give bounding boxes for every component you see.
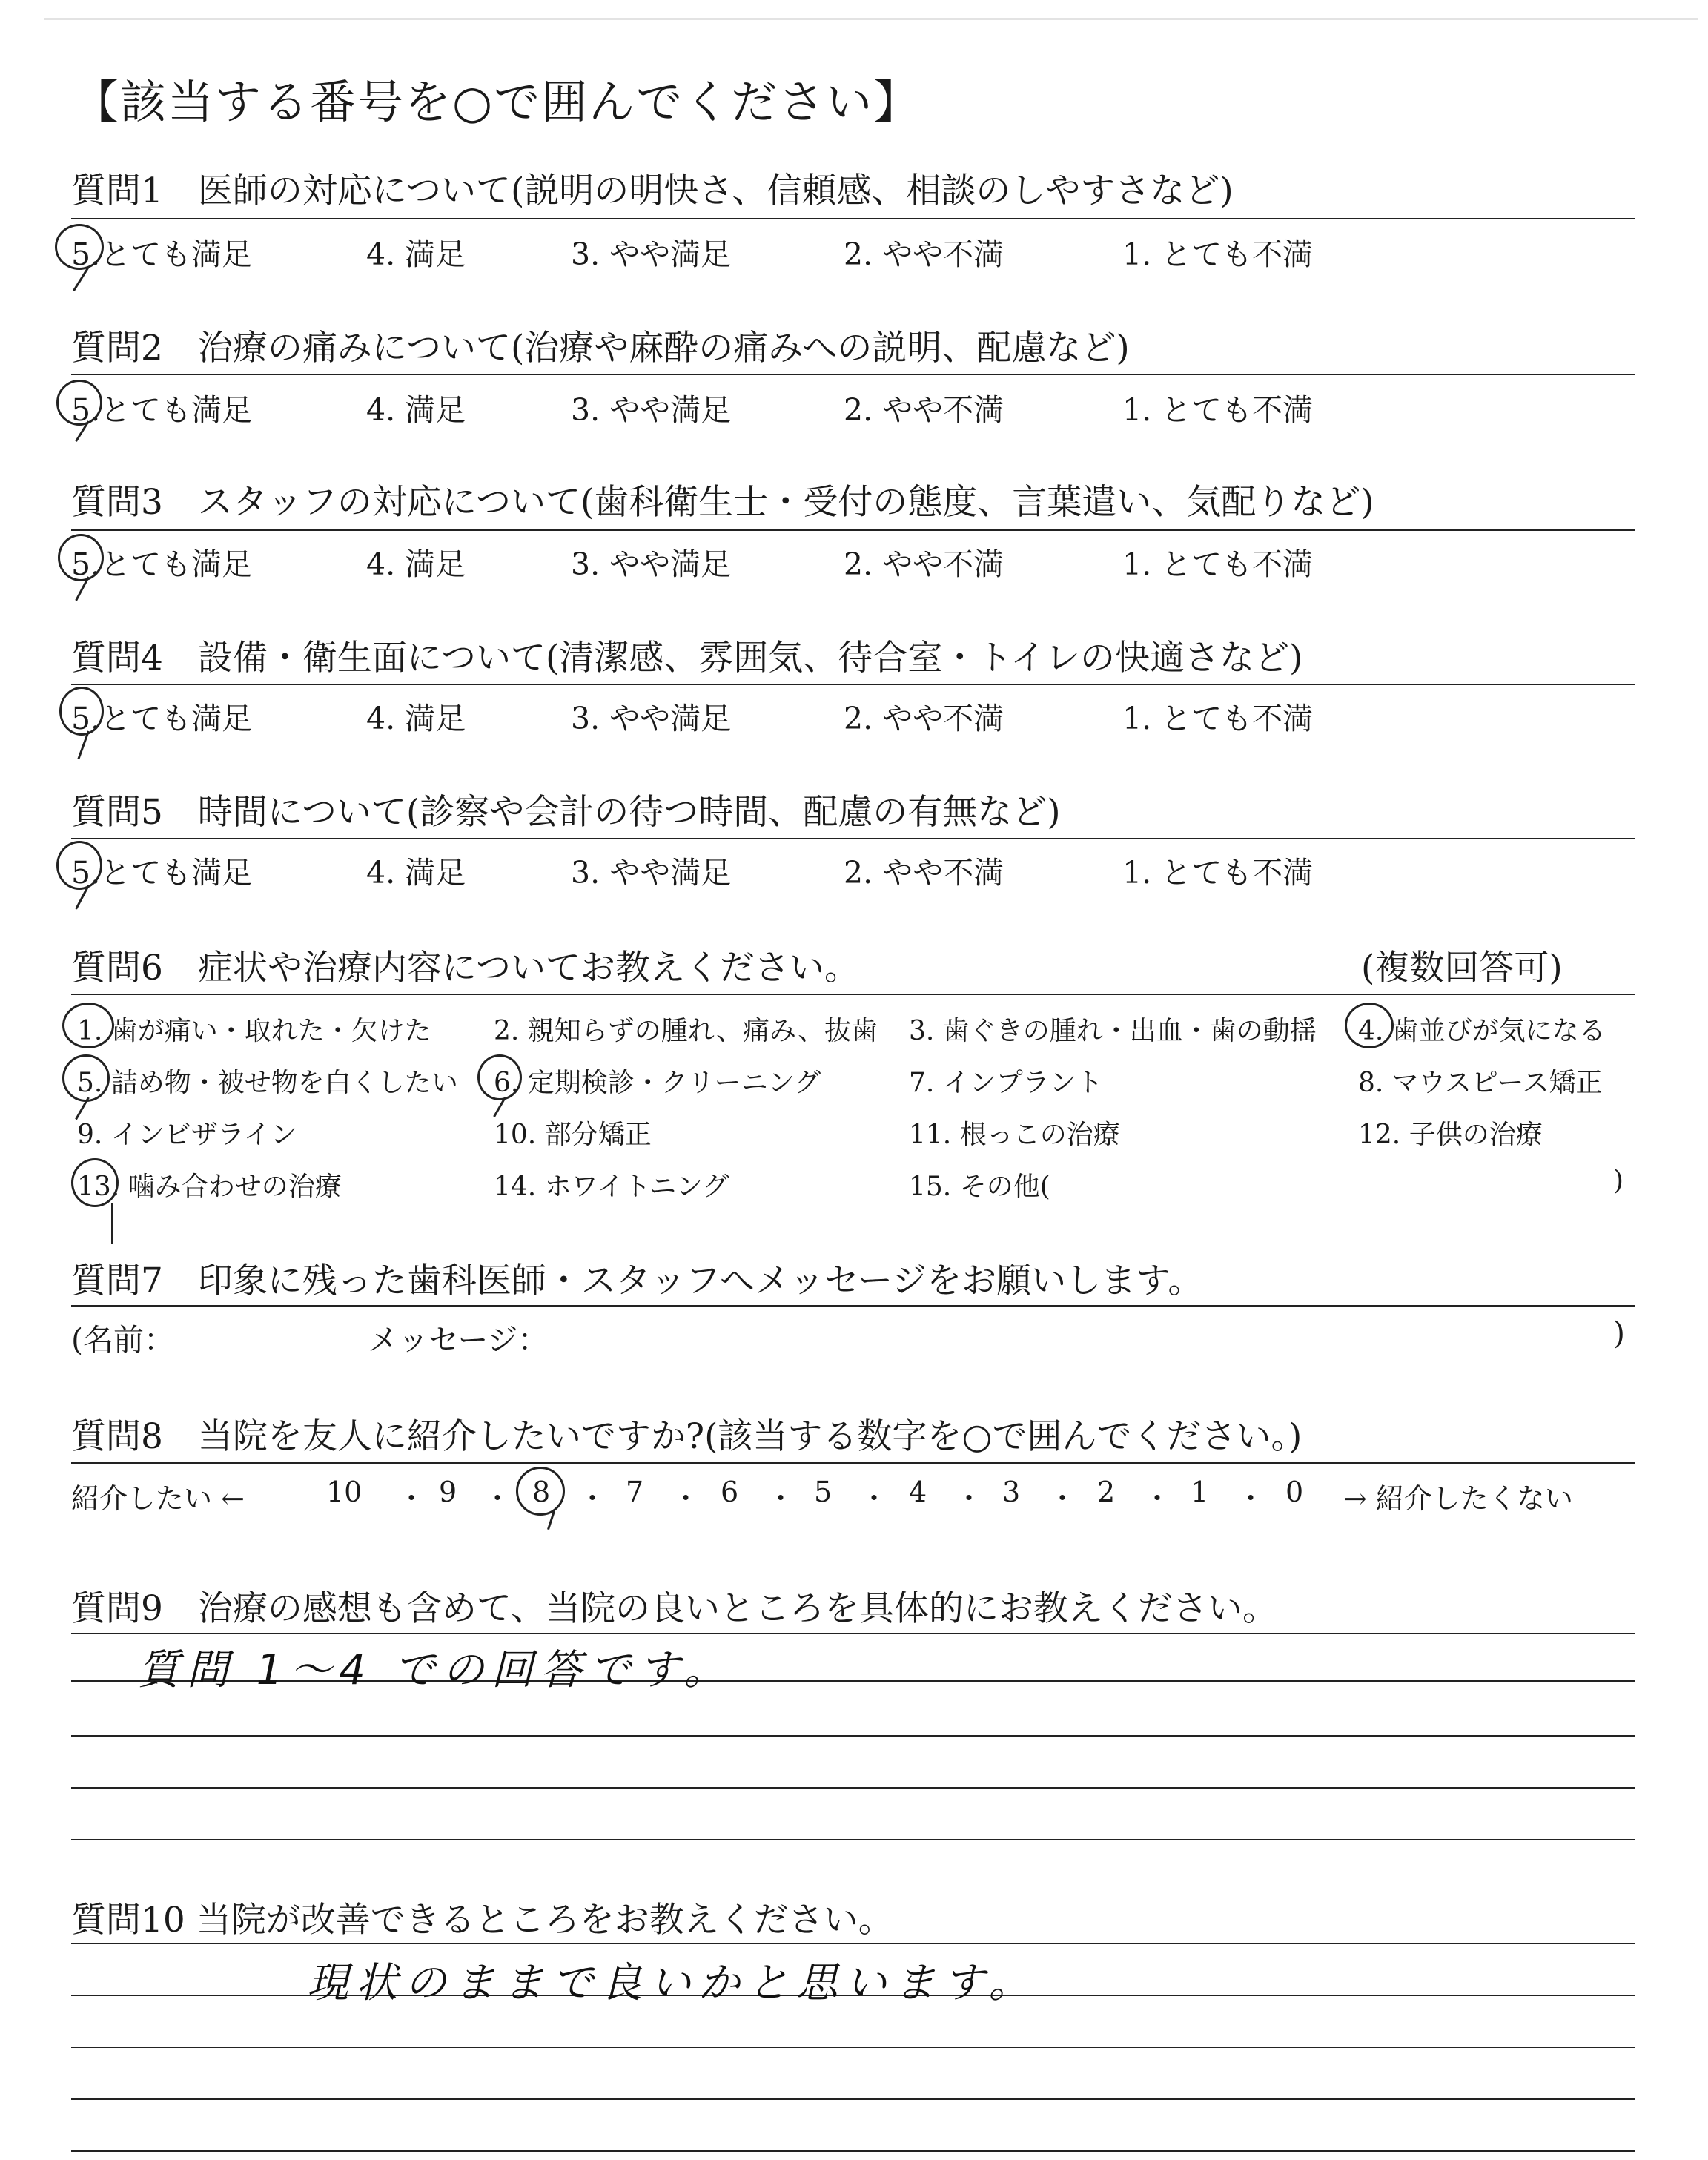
q7-title: 質問7 印象に残った歯科医師・スタッフへメッセージをお願いします。: [71, 1261, 1203, 1301]
q2-option-5[interactable]: 5.とても満足: [71, 392, 253, 428]
q2-option-1[interactable]: 1. とても不満: [1122, 392, 1314, 428]
page-title: 【該当する番号を○で囲んでください】: [73, 75, 921, 129]
q4-option-2[interactable]: 2. やや不満: [844, 701, 1004, 736]
q2-rule: [71, 374, 1635, 375]
q8-score-1[interactable]: 1: [1191, 1476, 1209, 1508]
q6-option-14[interactable]: 14. ホワイトニング: [494, 1172, 729, 1202]
q6-option-13[interactable]: 13. 噛み合わせの治療: [77, 1172, 342, 1202]
q8-score-9[interactable]: 9: [439, 1476, 457, 1508]
q8-dot: ・: [1143, 1482, 1172, 1515]
q10-handwritten-answer: 現状のままで良いかと思います。: [307, 1959, 1038, 2007]
q1-rule: [71, 218, 1635, 219]
q2-option-4[interactable]: 4. 満足: [366, 392, 466, 428]
q8-dot: ・: [955, 1482, 984, 1515]
q3-rule: [71, 529, 1635, 531]
q8-dot: ・: [1237, 1482, 1265, 1515]
q10-line-4: [71, 2098, 1635, 2100]
q6-option-4[interactable]: 4. 歯並びが気になる: [1358, 1016, 1606, 1046]
q8-dot: ・: [672, 1482, 701, 1515]
q1-option-5[interactable]: 5.とても満足: [71, 237, 253, 272]
q6-circle-6: [477, 1054, 522, 1100]
q6-multiple-answer-note: (複数回答可): [1361, 948, 1563, 988]
q8-rule: [71, 1462, 1635, 1464]
q6-option-6[interactable]: 6. 定期検診・クリーニング: [494, 1068, 821, 1098]
q4-option-4[interactable]: 4. 満足: [366, 701, 466, 736]
q2-title: 質問2 治療の痛みについて(治療や麻酔の痛みへの説明、配慮など): [71, 328, 1130, 369]
q6-other-close-paren: ): [1613, 1166, 1624, 1196]
q6-option-3[interactable]: 3. 歯ぐきの腫れ・出血・歯の動揺: [909, 1016, 1317, 1046]
q3-option-1[interactable]: 1. とても不満: [1122, 546, 1314, 582]
q6-option-7[interactable]: 7. インプラント: [909, 1068, 1103, 1098]
q6-circle-13: [71, 1158, 119, 1207]
q6-option-12[interactable]: 12. 子供の治療: [1358, 1120, 1543, 1150]
q8-dot: ・: [1048, 1482, 1077, 1515]
q10-line-1: [71, 1943, 1635, 1944]
q4-option-5[interactable]: 5.とても満足: [71, 701, 253, 736]
q8-score-5[interactable]: 5: [814, 1476, 833, 1508]
q10-line-3: [71, 2047, 1635, 2048]
q6-option-1[interactable]: 1. 歯が痛い・取れた・欠けた: [77, 1016, 431, 1046]
q6-option-15-other[interactable]: 15. その他(: [909, 1172, 1050, 1202]
page-top-edge: [44, 18, 1698, 20]
q4-title: 質問4 設備・衛生面について(清潔感、雰囲気、待合室・トイレの快適さなど): [71, 638, 1303, 678]
q8-dot: ・: [483, 1482, 512, 1515]
q6-circle-4: [1345, 1003, 1394, 1048]
q8-score-3[interactable]: 3: [1002, 1476, 1021, 1508]
q8-score-7[interactable]: 7: [626, 1476, 644, 1508]
q8-score-8[interactable]: 8: [532, 1476, 551, 1508]
q1-option-4[interactable]: 4. 満足: [366, 237, 466, 272]
q5-option-2[interactable]: 2. やや不満: [844, 855, 1004, 891]
q3-option-2[interactable]: 2. やや不満: [844, 546, 1004, 582]
q4-option-1[interactable]: 1. とても不満: [1122, 701, 1314, 736]
q1-option-1[interactable]: 1. とても不満: [1122, 237, 1314, 272]
q8-score-10[interactable]: 10: [326, 1476, 363, 1508]
q8-left-label: 紹介したい ←: [71, 1482, 245, 1515]
q8-dot: ・: [860, 1482, 889, 1515]
q6-circle-5: [62, 1054, 110, 1102]
q1-title: 質問1 医師の対応について(説明の明快さ、信頼感、相談のしやすさなど): [71, 171, 1234, 211]
q7-close-paren: ): [1613, 1315, 1625, 1351]
q3-option-3[interactable]: 3. やや満足: [571, 546, 732, 582]
q2-answer-circle: [56, 380, 102, 426]
q5-option-3[interactable]: 3. やや満足: [571, 855, 732, 891]
q7-name-label: (名前：: [71, 1322, 174, 1358]
q1-option-2[interactable]: 2. やや不満: [844, 237, 1004, 272]
q5-title: 質問5 時間について(診察や会計の待つ時間、配慮の有無など): [71, 792, 1061, 833]
q8-dot: ・: [578, 1482, 607, 1515]
q5-rule: [71, 838, 1635, 839]
q4-rule: [71, 684, 1635, 685]
q10-line-5: [71, 2150, 1635, 2152]
q8-score-2[interactable]: 2: [1097, 1476, 1116, 1508]
q6-title: 質問6 症状や治療内容についてお教えください。: [71, 948, 859, 988]
q1-answer-circle: [55, 224, 104, 270]
q8-dot: ・: [397, 1482, 426, 1515]
q7-message-label: メッセージ：: [368, 1322, 549, 1358]
q3-option-4[interactable]: 4. 満足: [366, 546, 466, 582]
q9-handwritten-answer: 質問 1〜4 での回答です。: [138, 1646, 733, 1694]
q9-title: 質問9 治療の感想も含めて、当院の良いところを具体的にお教えください。: [71, 1588, 1277, 1629]
q6-option-8[interactable]: 8. マウスピース矯正: [1358, 1068, 1603, 1098]
q1-option-3[interactable]: 3. やや満足: [571, 237, 732, 272]
q6-circle-13-stroke: [111, 1203, 113, 1244]
q6-option-2[interactable]: 2. 親知らずの腫れ、痛み、抜歯: [494, 1016, 878, 1046]
q8-score-0[interactable]: 0: [1285, 1476, 1304, 1508]
q6-rule: [71, 994, 1635, 995]
q3-option-5[interactable]: 5.とても満足: [71, 546, 253, 582]
q3-answer-circle: [58, 534, 104, 581]
q10-title: 質問10 当院が改善できるところをお教えください。: [71, 1900, 893, 1941]
q9-line-4: [71, 1787, 1635, 1789]
q9-line-5: [71, 1839, 1635, 1840]
q5-option-5[interactable]: 5.とても満足: [71, 855, 253, 891]
q3-title: 質問3 スタッフの対応について(歯科衛生士・受付の態度、言葉遣い、気配りなど): [71, 482, 1374, 523]
q7-rule: [71, 1305, 1635, 1307]
q5-option-4[interactable]: 4. 満足: [366, 855, 466, 891]
q4-answer-circle: [59, 687, 104, 736]
q2-option-2[interactable]: 2. やや不満: [844, 392, 1004, 428]
q6-option-5[interactable]: 5. 詰め物・被せ物を白くしたい: [77, 1068, 458, 1098]
q9-line-3: [71, 1735, 1635, 1737]
q4-option-3[interactable]: 3. やや満足: [571, 701, 732, 736]
q5-option-1[interactable]: 1. とても不満: [1122, 855, 1314, 891]
q2-option-3[interactable]: 3. やや満足: [571, 392, 732, 428]
q6-option-11[interactable]: 11. 根っこの治療: [909, 1120, 1120, 1150]
q8-title: 質問8 当院を友人に紹介したいですか?(該当する数字を○で囲んでください。): [71, 1416, 1302, 1457]
q6-circle-1: [62, 1003, 114, 1048]
q6-option-10[interactable]: 10. 部分矯正: [494, 1120, 652, 1150]
q8-score-4[interactable]: 4: [909, 1476, 927, 1508]
q9-line-1: [71, 1633, 1635, 1634]
q8-right-label: → 紹介したくない: [1343, 1482, 1573, 1515]
q8-answer-circle: [516, 1467, 565, 1516]
q8-score-6[interactable]: 6: [721, 1476, 739, 1508]
q8-dot: ・: [767, 1482, 795, 1515]
q5-answer-circle: [56, 841, 102, 890]
q6-option-9[interactable]: 9. インビザライン: [77, 1120, 297, 1150]
